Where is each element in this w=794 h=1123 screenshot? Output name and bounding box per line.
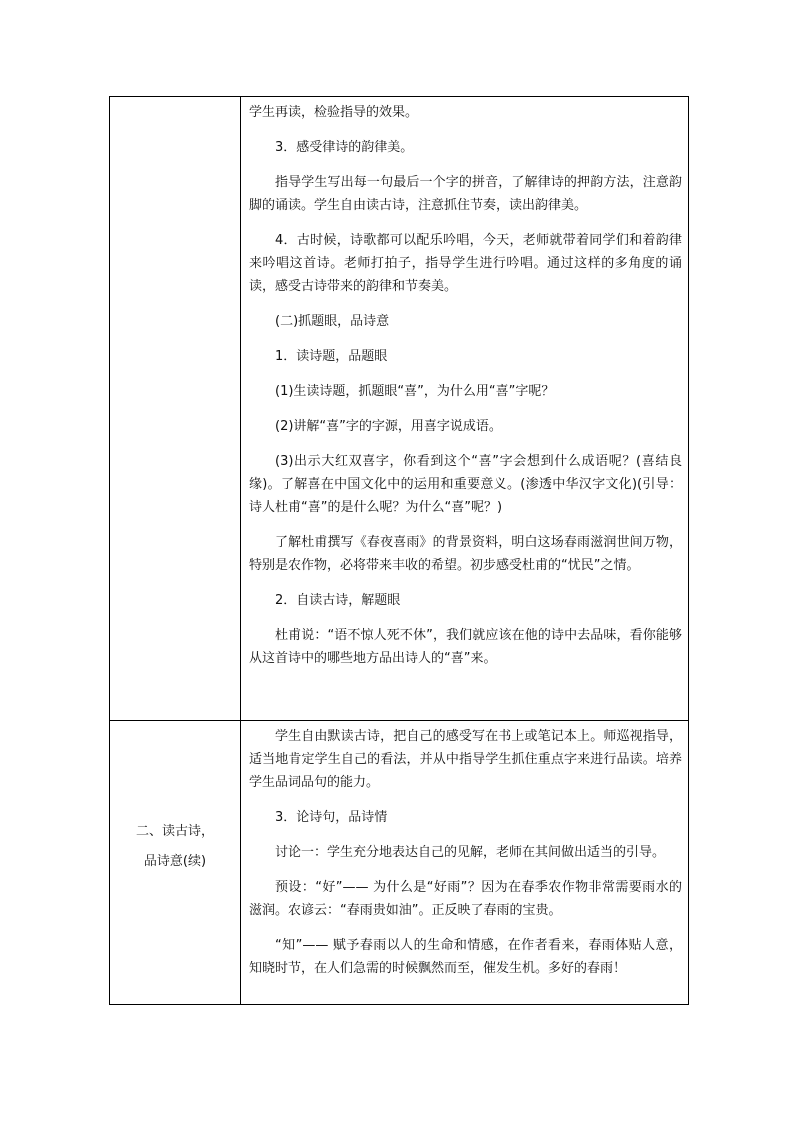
- table-row: [110, 721, 689, 1005]
- section-label: [110, 721, 240, 877]
- section-cell: [110, 721, 241, 1005]
- section-label-line1: 二、读古诗，: [135, 824, 214, 839]
- paragraph: (3)出示大红双喜字，你看到这个“喜”字会想到什么成语呢？(喜结良缘)。了解喜在中国文化中的运用和重要意义。(渗透中华汉字文化)(引导：诗人杜甫“喜”的是什么呢？为什么“喜”呢？): [249, 454, 682, 515]
- paragraph: 1．读诗题，品题眼: [275, 349, 388, 364]
- paragraph: (1)生读诗题，抓题眼“喜”，为什么用“喜”字呢？: [275, 384, 555, 399]
- paragraph: 杜甫说：“语不惊人死不休”，我们就应该在他的诗中去品味，看你能够从这首诗中的哪些地方品出诗人的“喜”来。: [249, 628, 682, 666]
- paragraph: (2)讲解“喜”字的字源，用喜字说成语。: [275, 419, 502, 434]
- paragraph: 了解杜甫撰写《春夜喜雨》的背景资料，明白这场春雨滋润世间万物，特别是农作物，必将带来丰收的希望。初步感受杜甫的“忧民”之情。: [249, 535, 682, 573]
- subheading: (二)抓题眼，品诗意: [275, 314, 390, 329]
- paragraph: 学生再读，检验指导的效果。: [249, 105, 419, 120]
- content-cell: [241, 721, 689, 1005]
- paragraph: 4．古时候，诗歌都可以配乐吟唱，今天，老师就带着同学们和着韵律来吟唱这首诗。老师打拍子，指导学生进行吟唱。通过这样的多角度的诵读，感受古诗带来的韵律和节奏美。: [249, 233, 682, 294]
- paragraph: 2．自读古诗，解题眼: [275, 593, 401, 608]
- lesson-plan-table: [109, 96, 689, 1005]
- section-cell-empty: [110, 97, 241, 721]
- table-row: [110, 97, 689, 721]
- content-cell: [241, 97, 689, 721]
- section-label-line2: 品诗意(续): [143, 854, 207, 869]
- paragraph: 讨论一：学生充分地表达自己的见解，老师在其间做出适当的引导。: [275, 845, 666, 860]
- paragraph: 预设：“好”—— 为什么是“好雨”？因为在春季农作物非常需要雨水的滋润。农谚云：“春雨贵如油”。正反映了春雨的宝贵。: [249, 880, 682, 918]
- paragraph: 学生自由默读古诗，把自己的感受写在书上或笔记本上。师巡视指导，适当地肯定学生自己的看法，并从中指导学生抓住重点字来进行品读。培养学生品词品句的能力。: [249, 729, 682, 790]
- subheading: 3．论诗句，品诗情: [275, 810, 388, 825]
- paragraph: 3．感受律诗的韵律美。: [275, 140, 414, 155]
- paragraph: 指导学生写出每一句最后一个字的拼音，了解律诗的押韵方法，注意韵脚的诵读。学生自由读古诗，注意抓住节奏，读出韵律美。: [249, 175, 682, 213]
- paragraph: “知”—— 赋予春雨以人的生命和情感，在作者看来，春雨体贴人意，知晓时节，在人们急需的时候飘然而至，催发生机。多好的春雨！: [249, 938, 682, 976]
